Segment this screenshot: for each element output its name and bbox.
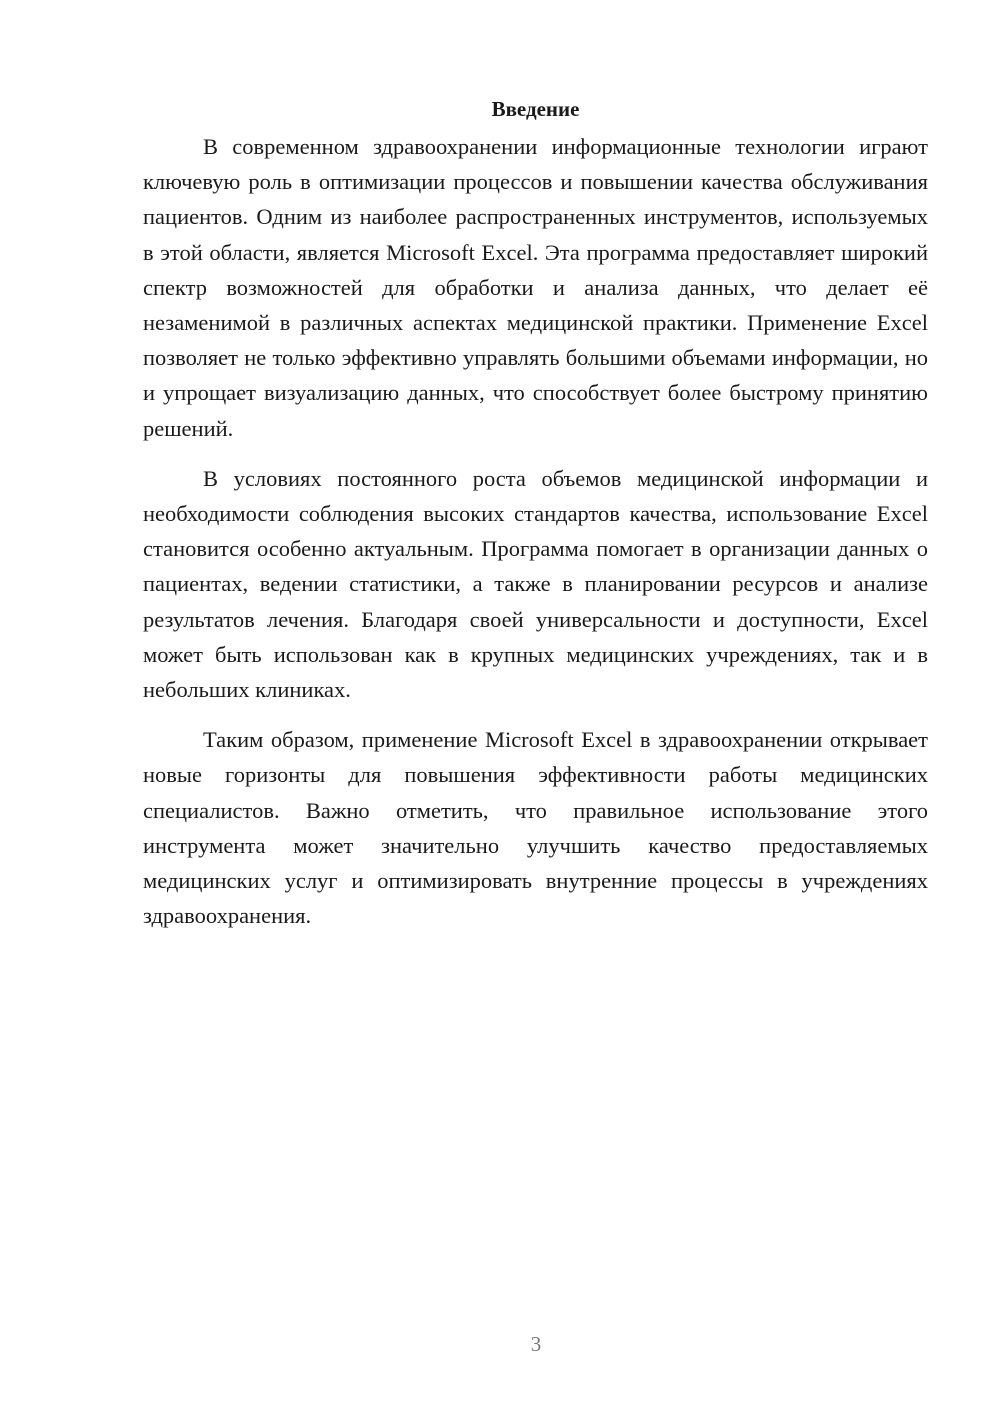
page-number: 3 — [530, 1332, 542, 1356]
paragraph-intro: В современном здравоохранении информационные технологии играют ключевую роль в оптимизации процессов и повышении качества обслуживания пациентов. Одним из наиболее распространенных инструментов, используемых в этой области, является Microsoft Excel. Эта программа предоставляет широкий спектр возможностей для обработки и анализа данных, что делает её незаменимой в различных аспектах медицинской практики. Применение Excel позволяет не только эффективно управлять большими объемами информации, но и упрощает визуализацию данных, что способствует более быстрому принятию решений. — [143, 134, 928, 441]
section-title: Введение — [491, 97, 580, 121]
page-content — [143, 92, 928, 948]
paragraph-conclusion: Таким образом, применение Microsoft Excel в здравоохранении открывает новые горизонты для повышения эффективности работы медицинских специалистов. Важно отметить, что правильное использование этого инструмента может значительно улучшить качество предоставляемых медицинских услуг и оптимизировать внутренние процессы в учреждениях здравоохранения. — [143, 727, 928, 929]
paragraph-relevance: В условиях постоянного роста объемов медицинской информации и необходимости соблюдения высоких стандартов качества, использование Excel становится особенно актуальным. Программа помогает в организации данных о пациентах, ведении статистики, а также в планировании ресурсов и анализе результатов лечения. Благодаря своей универсальности и доступности, Excel может быть использован как в крупных медицинских учреждениях, так и в небольших клиниках. — [143, 465, 928, 703]
